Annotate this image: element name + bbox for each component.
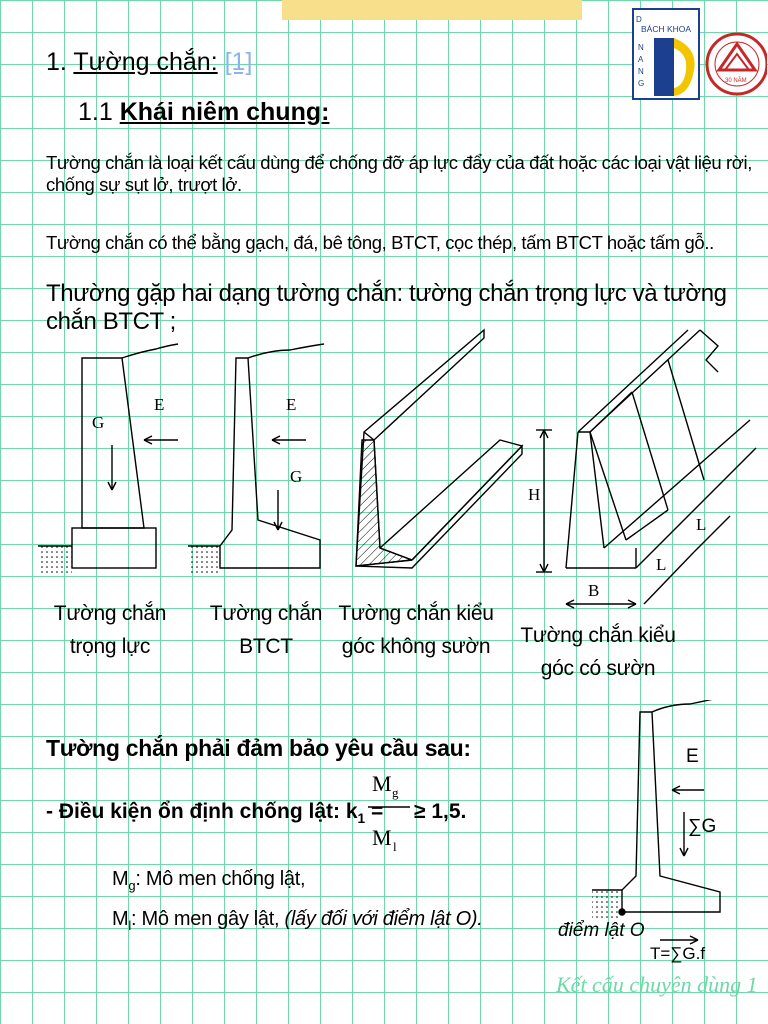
caption-line: Tường chắn (209, 602, 323, 625)
requirements-title: Tường chắn phải đảm bảo yêu cầu sau: (46, 735, 471, 761)
condition-eq: = (365, 800, 384, 823)
side-label-sum-g: ∑G (688, 816, 717, 837)
label-l-2: L (656, 555, 667, 574)
symbol-sub: g (128, 878, 136, 893)
definition-ml (112, 908, 483, 933)
btct-wall-figure (188, 344, 324, 576)
definition-text: : Mô men gây lật, (130, 908, 285, 930)
caption-line: góc không sườn (341, 634, 491, 658)
retaining-wall-types-diagram (0, 318, 768, 618)
logo-text: BÁCH KHOA (641, 24, 692, 34)
heading-number: 1. (46, 48, 74, 76)
side-label-friction: T=∑G.f (650, 944, 706, 963)
definition-italic: (lấy đối với điểm lật O). (284, 908, 483, 930)
svg-text:A: A (638, 55, 644, 64)
caption-line: BTCT (239, 634, 293, 658)
paragraph-2: Tường chắn có thể bằng gạch, đá, bê tông, BTCT, cọc thép, tấm BTCT hoặc tấm gỗ.. (46, 232, 714, 253)
paragraph-3: Thường gặp hai dạng tường chắn: tường chắn trọng lực và tường chắn BTCT ; (46, 280, 727, 335)
side-label-point-o: điểm lật O (558, 920, 645, 941)
fraction-denominator: M (372, 825, 392, 850)
label-g-1: G (92, 413, 105, 432)
l-wall-figure (356, 330, 522, 568)
paragraph-1: Tường chắn là loại kết cấu dùng để chống đỡ áp lực đẩy của đất hoặc các loại vật liệu rời, chống sự sụt lở, trượt lở. (46, 152, 752, 196)
definition-mg (112, 868, 305, 893)
logo-text-anniversary: 30 NĂM (725, 78, 747, 84)
subheading-title: Khái niêm chung: (119, 98, 330, 126)
label-e-1: E (154, 395, 165, 414)
reference-link[interactable]: [1] (224, 48, 253, 76)
fraction-denominator-sub: l (393, 839, 397, 854)
overturning-condition (46, 800, 383, 826)
top-accent-bar (282, 0, 582, 20)
side-label-e: E (686, 746, 699, 767)
caption-btct-wall (196, 598, 336, 663)
ribbed-wall-figure (536, 330, 756, 608)
caption-ribbed-wall (518, 620, 678, 685)
svg-text:G: G (638, 79, 645, 88)
svg-text:D: D (636, 15, 642, 24)
caption-line: trọng lực (69, 634, 151, 658)
gravity-wall-figure (38, 344, 178, 576)
label-l-1: L (696, 515, 707, 534)
subheading-number: 1.1 (78, 98, 120, 126)
caption-line: Tường chắn kiểu (520, 624, 676, 647)
moment-fraction (366, 765, 416, 861)
heading-title: Tường chắn: (73, 48, 218, 76)
ge-value: ≥ 1,5. (414, 800, 467, 823)
fraction-numerator-sub: g (392, 785, 399, 800)
label-g-2: G (290, 467, 303, 486)
section-heading (46, 48, 252, 77)
fraction-numerator: M (372, 771, 392, 796)
condition-sub: 1 (357, 811, 366, 827)
caption-l-wall (336, 598, 496, 663)
definition-text: : Mô men chống lật, (135, 868, 306, 890)
footer-text: Kết cấu chuyên dùng 1 (556, 972, 758, 997)
caption-gravity-wall (40, 598, 180, 663)
caption-line: Tường chắn (53, 602, 167, 625)
symbol-sub: l (128, 918, 131, 933)
symbol: M (112, 868, 129, 890)
label-h: H (528, 485, 541, 504)
label-e-2: E (286, 395, 297, 414)
condition-text: - Điều kiện ổn định chống lật: k (46, 800, 358, 823)
caption-line: Tường chắn kiểu (338, 602, 494, 625)
anniversary-logo (703, 4, 767, 104)
symbol: M (112, 908, 129, 930)
caption-line: góc có sườn (540, 656, 656, 680)
svg-text:N: N (638, 67, 644, 76)
bach-khoa-logo (632, 8, 700, 100)
svg-text:N: N (638, 43, 644, 52)
subsection-heading (78, 98, 329, 127)
label-b: B (588, 581, 600, 600)
